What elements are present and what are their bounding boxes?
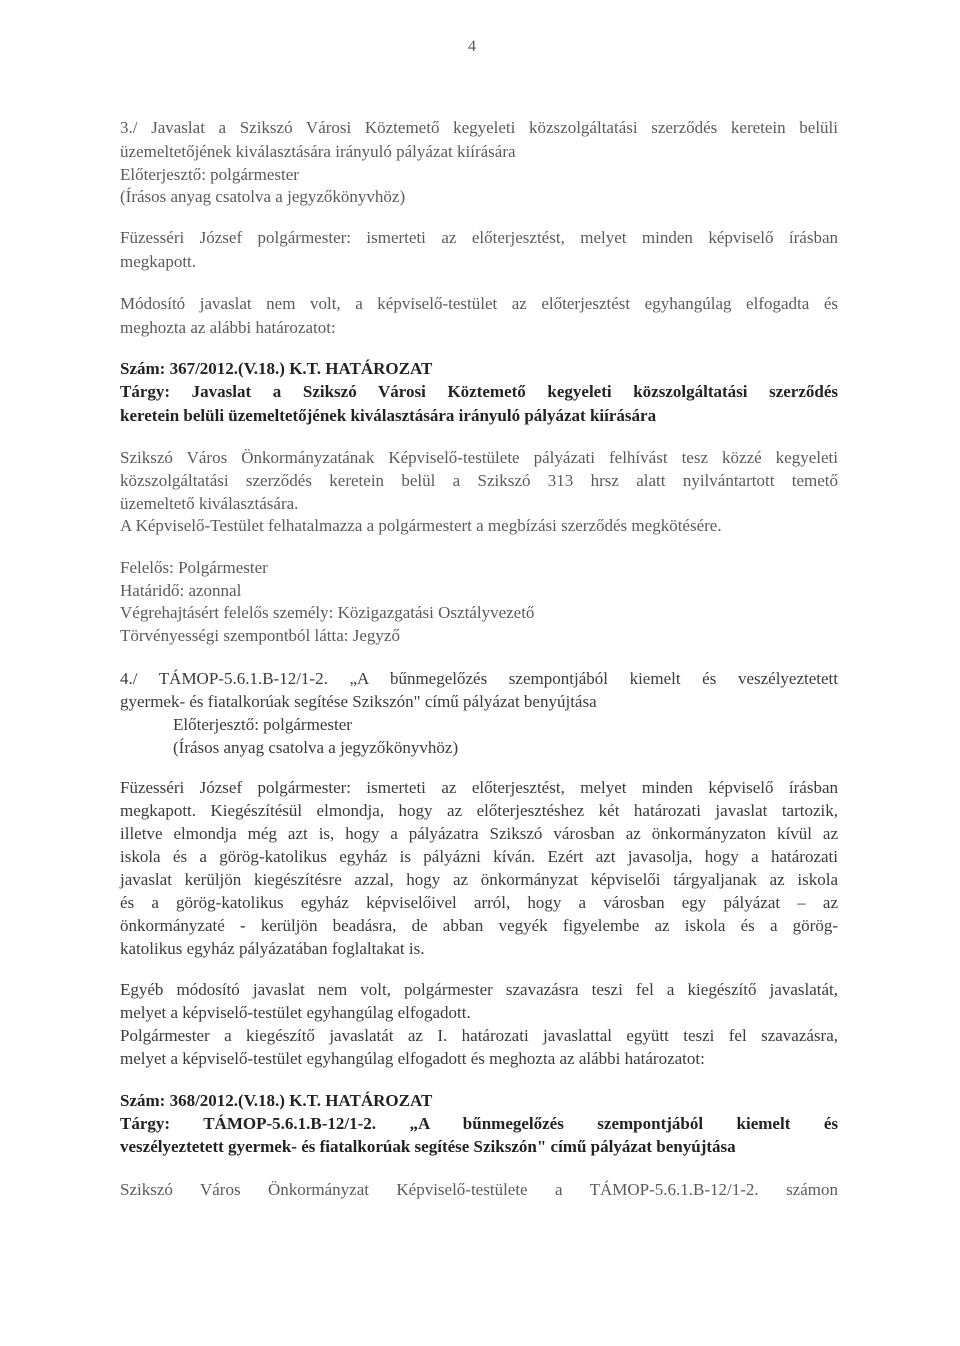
section4-title-line2: gyermek- és fiatalkorúak segítése Szikszón" című pályázat benyújtása (120, 692, 597, 711)
resolution368-subject-line1: Tárgy: TÁMOP-5.6.1.B-12/1-2. „A bűnmegelőzés szempontjából kiemelt és (120, 1114, 838, 1133)
section4-attachment: (Írásos anyag csatolva a jegyzőkönyvhöz) (173, 738, 459, 757)
section4-para1-line6: és a görög-katolikus egyház képviselőivel arról, hogy a városban egy pályázat – az (120, 893, 838, 912)
section4-para1-line4: iskola és a görög-katolikus egyház is pályázni kíván. Ezért azt javasolja, hogy a határozati (120, 847, 838, 866)
section3-para2-line1: Módosító javaslat nem volt, a képviselő-testület az előterjesztést egyhangúlag elfogadta és (120, 294, 838, 313)
section3-para1-line2: megkapott. (120, 252, 197, 271)
resolution368-number: Szám: 368/2012.(V.18.) K.T. HATÁROZAT (120, 1091, 433, 1110)
section4-para1-line1: Füzesséri József polgármester: ismerteti az előterjesztést, melyet minden képviselő írásban (120, 778, 838, 797)
section4-para1-line2: megkapott. Kiegészítésül elmondja, hogy az előterjesztéshez két határozati javaslat tartozik, (120, 801, 838, 820)
resolution367-body-line1: Szikszó Város Önkormányzatának Képviselő-testülete pályázati felhívást tesz közzé kegyeleti (120, 448, 838, 467)
section3-presenter: Előterjesztő: polgármester (120, 165, 299, 184)
section4-para2-line4: melyet a képviselő-testület egyhangúlag elfogadott és meghozta az alábbi határozatot: (120, 1049, 705, 1068)
section4-para2-line2: melyet a képviselő-testület egyhangúlag elfogadott. (120, 1003, 471, 1022)
resolution367-executor: Végrehajtásért felelős személy: Közigazgatási Osztályvezető (120, 603, 535, 622)
resolution367-deadline: Határidő: azonnal (120, 581, 242, 600)
page-number: 4 (468, 38, 476, 55)
resolution367-number: Szám: 367/2012.(V.18.) K.T. HATÁROZAT (120, 359, 433, 378)
section4-presenter: Előterjesztő: polgármester (173, 715, 352, 734)
resolution368-subject-line2: veszélyeztetett gyermek- és fiatalkorúak segítése Szikszón" című pályázat benyújtása (120, 1137, 736, 1156)
section4-para2-line1: Egyéb módosító javaslat nem volt, polgármester szavazásra teszi fel a kiegészítő javaslatát, (120, 980, 838, 999)
section4-para2-line3: Polgármester a kiegészítő javaslatát az I. határozati javaslattal együtt teszi fel szavazásra, (120, 1026, 838, 1045)
section3-title-line2: üzemeltetőjének kiválasztására irányuló pályázat kiírására (120, 142, 516, 161)
resolution367-body-line3: üzemeltető kiválasztására. (120, 494, 299, 513)
section3-title-line1: 3./ Javaslat a Szikszó Városi Köztemető kegyeleti közszolgáltatási szerződés keretein belüli (120, 118, 838, 137)
section3-attachment: (Írásos anyag csatolva a jegyzőkönyvhöz) (120, 187, 406, 206)
section4-para1-line5: javaslat kerüljön kiegészítésre azzal, hogy az önkormányzat képviselői tárgyaljanak az iskola (120, 870, 838, 889)
resolution367-responsible: Felelős: Polgármester (120, 558, 268, 577)
section3-para2-line2: meghozta az alábbi határozatot: (120, 318, 336, 337)
resolution367-subject-line1: Tárgy: Javaslat a Szikszó Városi Köztemető kegyeleti közszolgáltatási szerződés (120, 382, 838, 401)
resolution367-body-line4: A Képviselő-Testület felhatalmazza a polgármestert a megbízási szerződés megkötésére. (120, 516, 722, 535)
resolution367-subject-line2: keretein belüli üzemeltetőjének kiválasztására irányuló pályázat kiírására (120, 406, 657, 425)
resolution368-body-line1: Szikszó Város Önkormányzat Képviselő-testülete a TÁMOP-5.6.1.B-12/1-2. számon (120, 1180, 838, 1199)
section3-para1-line1: Füzesséri József polgármester: ismerteti az előterjesztést, melyet minden képviselő írásban (120, 228, 838, 247)
section4-title-line1: 4./ TÁMOP-5.6.1.B-12/1-2. „A bűnmegelőzés szempontjából kiemelt és veszélyeztetett (120, 669, 838, 688)
section4-para1-line7: önkormányzaté - kerüljön beadásra, de abban vegyék figyelembe az iskola és a görög- (120, 916, 838, 935)
resolution367-body-line2: közszolgáltatási szerződés keretein belül a Szikszó 313 hrsz alatt nyilvántartott temető (120, 471, 838, 490)
section4-para1-line8: katolikus egyház pályázatában foglaltakat is. (120, 939, 425, 958)
resolution367-legality: Törvényességi szempontból látta: Jegyző (120, 626, 400, 645)
section4-para1-line3: illetve elmondja még azt is, hogy a pályázatra Szikszó városban az önkormányzaton kívül az (120, 824, 838, 843)
